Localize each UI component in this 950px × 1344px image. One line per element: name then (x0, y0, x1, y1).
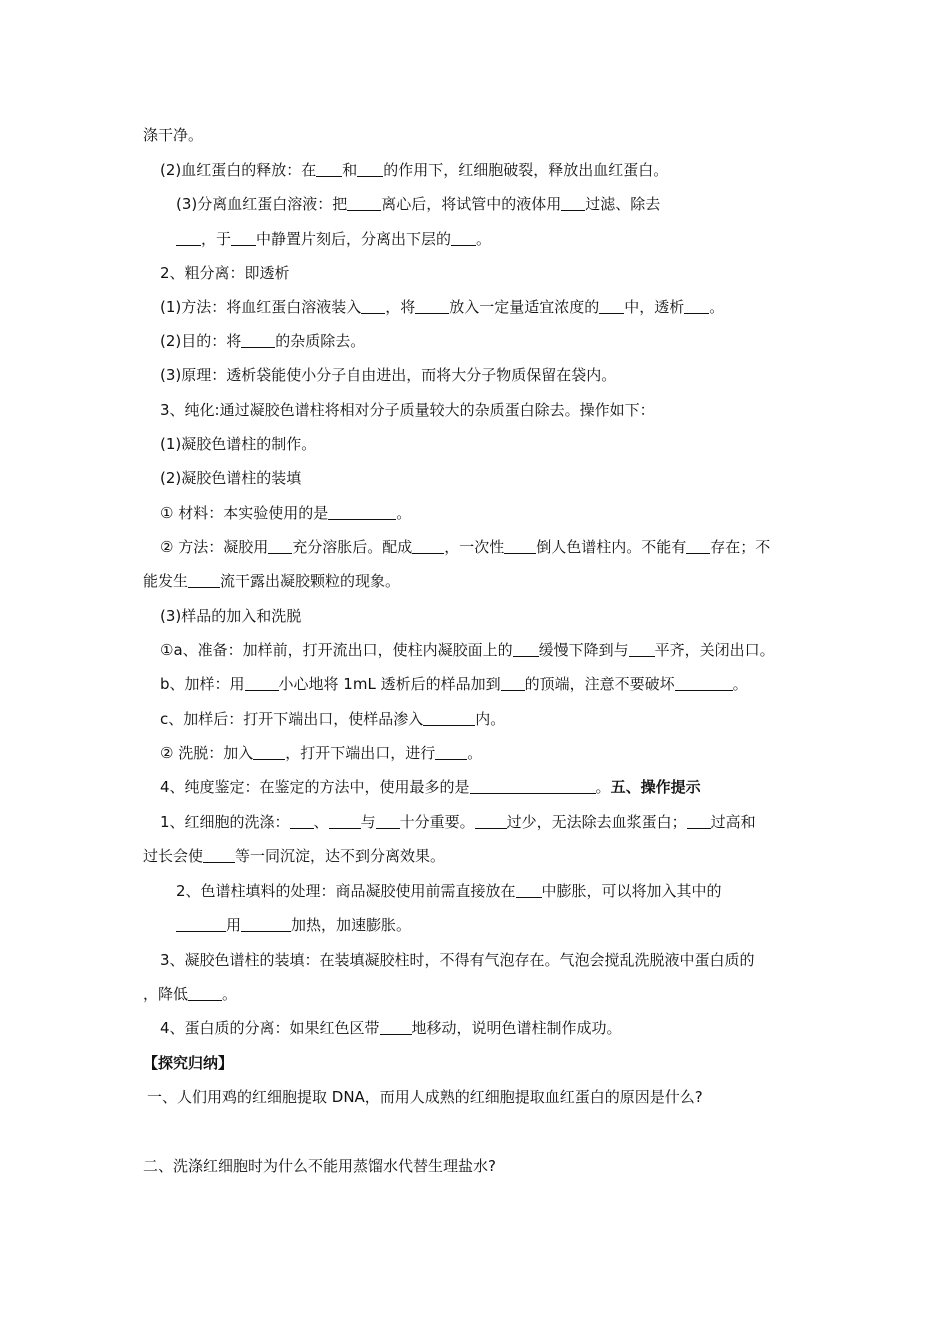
blank[interactable] (347, 194, 381, 211)
text: ，打开下端出口，进行 (285, 744, 436, 762)
blank[interactable] (329, 812, 361, 829)
text: ，于 (201, 230, 232, 248)
blank[interactable] (176, 915, 226, 932)
blank[interactable] (599, 297, 624, 314)
text-line (160, 160, 668, 180)
text: 4、蛋白质的分离：如果红色区带 (160, 1019, 380, 1037)
text-line (143, 571, 400, 591)
text-line (143, 125, 203, 145)
text: 涤干净。 (143, 126, 204, 144)
text-line (143, 984, 237, 1004)
question-1 (147, 1087, 703, 1107)
text: 能发生 (143, 572, 189, 590)
text-line (160, 950, 755, 970)
text: 、 (313, 813, 329, 831)
blank[interactable] (516, 881, 542, 898)
blank[interactable] (687, 812, 711, 829)
blank[interactable] (412, 537, 444, 554)
text: 3、凝胶色谱柱的装填：在装填凝胶柱时，不得有气泡存在。气泡会搅乱洗脱液中蛋白质的 (160, 951, 755, 969)
text-line (160, 709, 505, 729)
text: 与 (360, 813, 376, 831)
text: 过长会使 (143, 847, 204, 865)
text: 2、色谱柱填料的处理：商品凝胶使用前需直接放在 (176, 882, 516, 900)
text: c、加样后：打开下端出口，使样品渗入 (160, 710, 424, 728)
text: ② 方法：凝胶用 (160, 538, 269, 556)
text: 用 (226, 916, 242, 934)
text-line (176, 915, 411, 935)
text: 的顶端，注意不要破坏 (524, 675, 675, 693)
blank[interactable] (513, 640, 539, 657)
text: (2)凝胶色谱柱的装填 (160, 469, 302, 487)
blank[interactable] (470, 777, 596, 794)
blank[interactable] (361, 297, 385, 314)
text: 。 (595, 778, 611, 796)
text: 【探究归纳】 (143, 1054, 234, 1072)
text: ② 洗脱：加入 (160, 744, 254, 762)
text: (3)分离血红蛋白溶液：把 (176, 195, 348, 213)
blank[interactable] (203, 846, 235, 863)
text: 。 (709, 298, 725, 316)
text: 二、洗涤红细胞时为什么不能用蒸馏水代替生理盐水? (143, 1157, 496, 1175)
text-line (160, 812, 756, 832)
text: 等一同沉淀，达不到分离效果。 (235, 847, 446, 865)
text-line (160, 606, 301, 626)
text: 充分溶胀后。配成 (292, 538, 413, 556)
text: 。 (732, 675, 748, 693)
text-line (160, 434, 316, 454)
text-line (143, 846, 445, 866)
blank[interactable] (245, 674, 279, 691)
text: 中静置片刻后，分离出下层的 (256, 230, 452, 248)
text: (1)凝胶色谱柱的制作。 (160, 435, 317, 453)
blank[interactable] (686, 537, 710, 554)
blank[interactable] (231, 229, 256, 246)
blank[interactable] (423, 709, 475, 726)
text: ，降低 (143, 985, 189, 1003)
text: 4、纯度鉴定：在鉴定的方法中，使用最多的是 (160, 778, 470, 796)
text-line (160, 640, 775, 660)
text: ，将 (385, 298, 416, 316)
text: 的作用下，红细胞破裂，释放出血红蛋白。 (383, 161, 669, 179)
text: 。 (396, 504, 412, 522)
blank[interactable] (188, 571, 220, 588)
text-line (160, 365, 616, 385)
blank[interactable] (435, 743, 467, 760)
text-line (160, 503, 411, 523)
text: ①a、准备：加样前，打开流出口，使柱内凝胶面上的 (160, 641, 513, 659)
blank[interactable] (475, 812, 507, 829)
text: 过滤、除去 (585, 195, 661, 213)
blank[interactable] (451, 229, 476, 246)
text: 平齐，关闭出口。 (654, 641, 775, 659)
question-2 (143, 1156, 496, 1176)
text: 倒人色谱柱内。不能有 (536, 538, 687, 556)
blank[interactable] (504, 537, 536, 554)
text: 流干露出凝胶颗粒的现象。 (220, 572, 401, 590)
blank[interactable] (629, 640, 655, 657)
text: (3)原理：透析袋能使小分子自由进出，而将大分子物质保留在袋内。 (160, 366, 617, 384)
blank[interactable] (241, 915, 291, 932)
text: 。 (476, 230, 492, 248)
text: 3、纯化:通过凝胶色谱柱将相对分子质量较大的杂质蛋白除去。操作如下： (160, 401, 655, 419)
text-line (160, 743, 482, 763)
text: 。 (222, 985, 238, 1003)
text: 的杂质除去。 (275, 332, 366, 350)
text: 。 (467, 744, 483, 762)
text-line (160, 674, 748, 694)
section-heading: 五、操作提示 (610, 778, 701, 796)
text-line (176, 881, 722, 901)
text: 和 (342, 161, 358, 179)
blank[interactable] (268, 537, 292, 554)
blank[interactable] (684, 297, 709, 314)
text: 中膨胀，可以将加入其中的 (541, 882, 722, 900)
text-line (160, 331, 365, 351)
text: 过少，无法除去血浆蛋白； (506, 813, 687, 831)
text-line (160, 468, 301, 488)
text: 放入一定量适宜浓度的 (449, 298, 600, 316)
blank[interactable] (501, 674, 525, 691)
blank[interactable] (176, 229, 201, 246)
text: (3)样品的加入和洗脱 (160, 607, 302, 625)
text-line (160, 297, 724, 317)
text: 存在；不 (710, 538, 771, 556)
text: 十分重要。 (399, 813, 475, 831)
text: 2、粗分离：即透析 (160, 264, 290, 282)
text: (1)方法：将血红蛋白溶液装入 (160, 298, 362, 316)
text: 离心后，将试管中的液体用 (381, 195, 562, 213)
text-line (160, 263, 290, 283)
text-line (160, 1018, 622, 1038)
blank[interactable] (561, 194, 585, 211)
blank[interactable] (376, 812, 400, 829)
text-line (160, 400, 655, 420)
text-line (176, 229, 491, 249)
text: ，一次性 (444, 538, 505, 556)
text: (2)血红蛋白的释放：在 (160, 161, 317, 179)
text: 1、红细胞的洗涤： (160, 813, 290, 831)
text: 内。 (475, 710, 506, 728)
text: (2)目的：将 (160, 332, 242, 350)
text-line (160, 537, 770, 557)
text: 一、人们用鸡的红细胞提取 DNA，而用人成熟的红细胞提取血红蛋白的原因是什么? (147, 1088, 703, 1106)
text: ① 材料：本实验使用的是 (160, 504, 329, 522)
text: 中，透析 (624, 298, 685, 316)
blank[interactable] (241, 331, 275, 348)
blank[interactable] (188, 984, 222, 1001)
section-title (143, 1053, 233, 1073)
blank[interactable] (415, 297, 449, 314)
text-line (176, 194, 660, 214)
text: 小心地将 1mL 透析后的样品加到 (278, 675, 501, 693)
text: 过高和 (710, 813, 756, 831)
blank[interactable] (357, 160, 383, 177)
text: b、加样：用 (160, 675, 245, 693)
blank[interactable] (290, 812, 314, 829)
blank[interactable] (328, 503, 396, 520)
blank[interactable] (316, 160, 342, 177)
text-line (160, 777, 701, 797)
blank[interactable] (253, 743, 285, 760)
blank[interactable] (675, 674, 733, 691)
text: 缓慢下降到与 (538, 641, 629, 659)
blank[interactable] (380, 1018, 412, 1035)
text: 加热，加速膨胀。 (291, 916, 412, 934)
text: 地移动，说明色谱柱制作成功。 (411, 1019, 622, 1037)
